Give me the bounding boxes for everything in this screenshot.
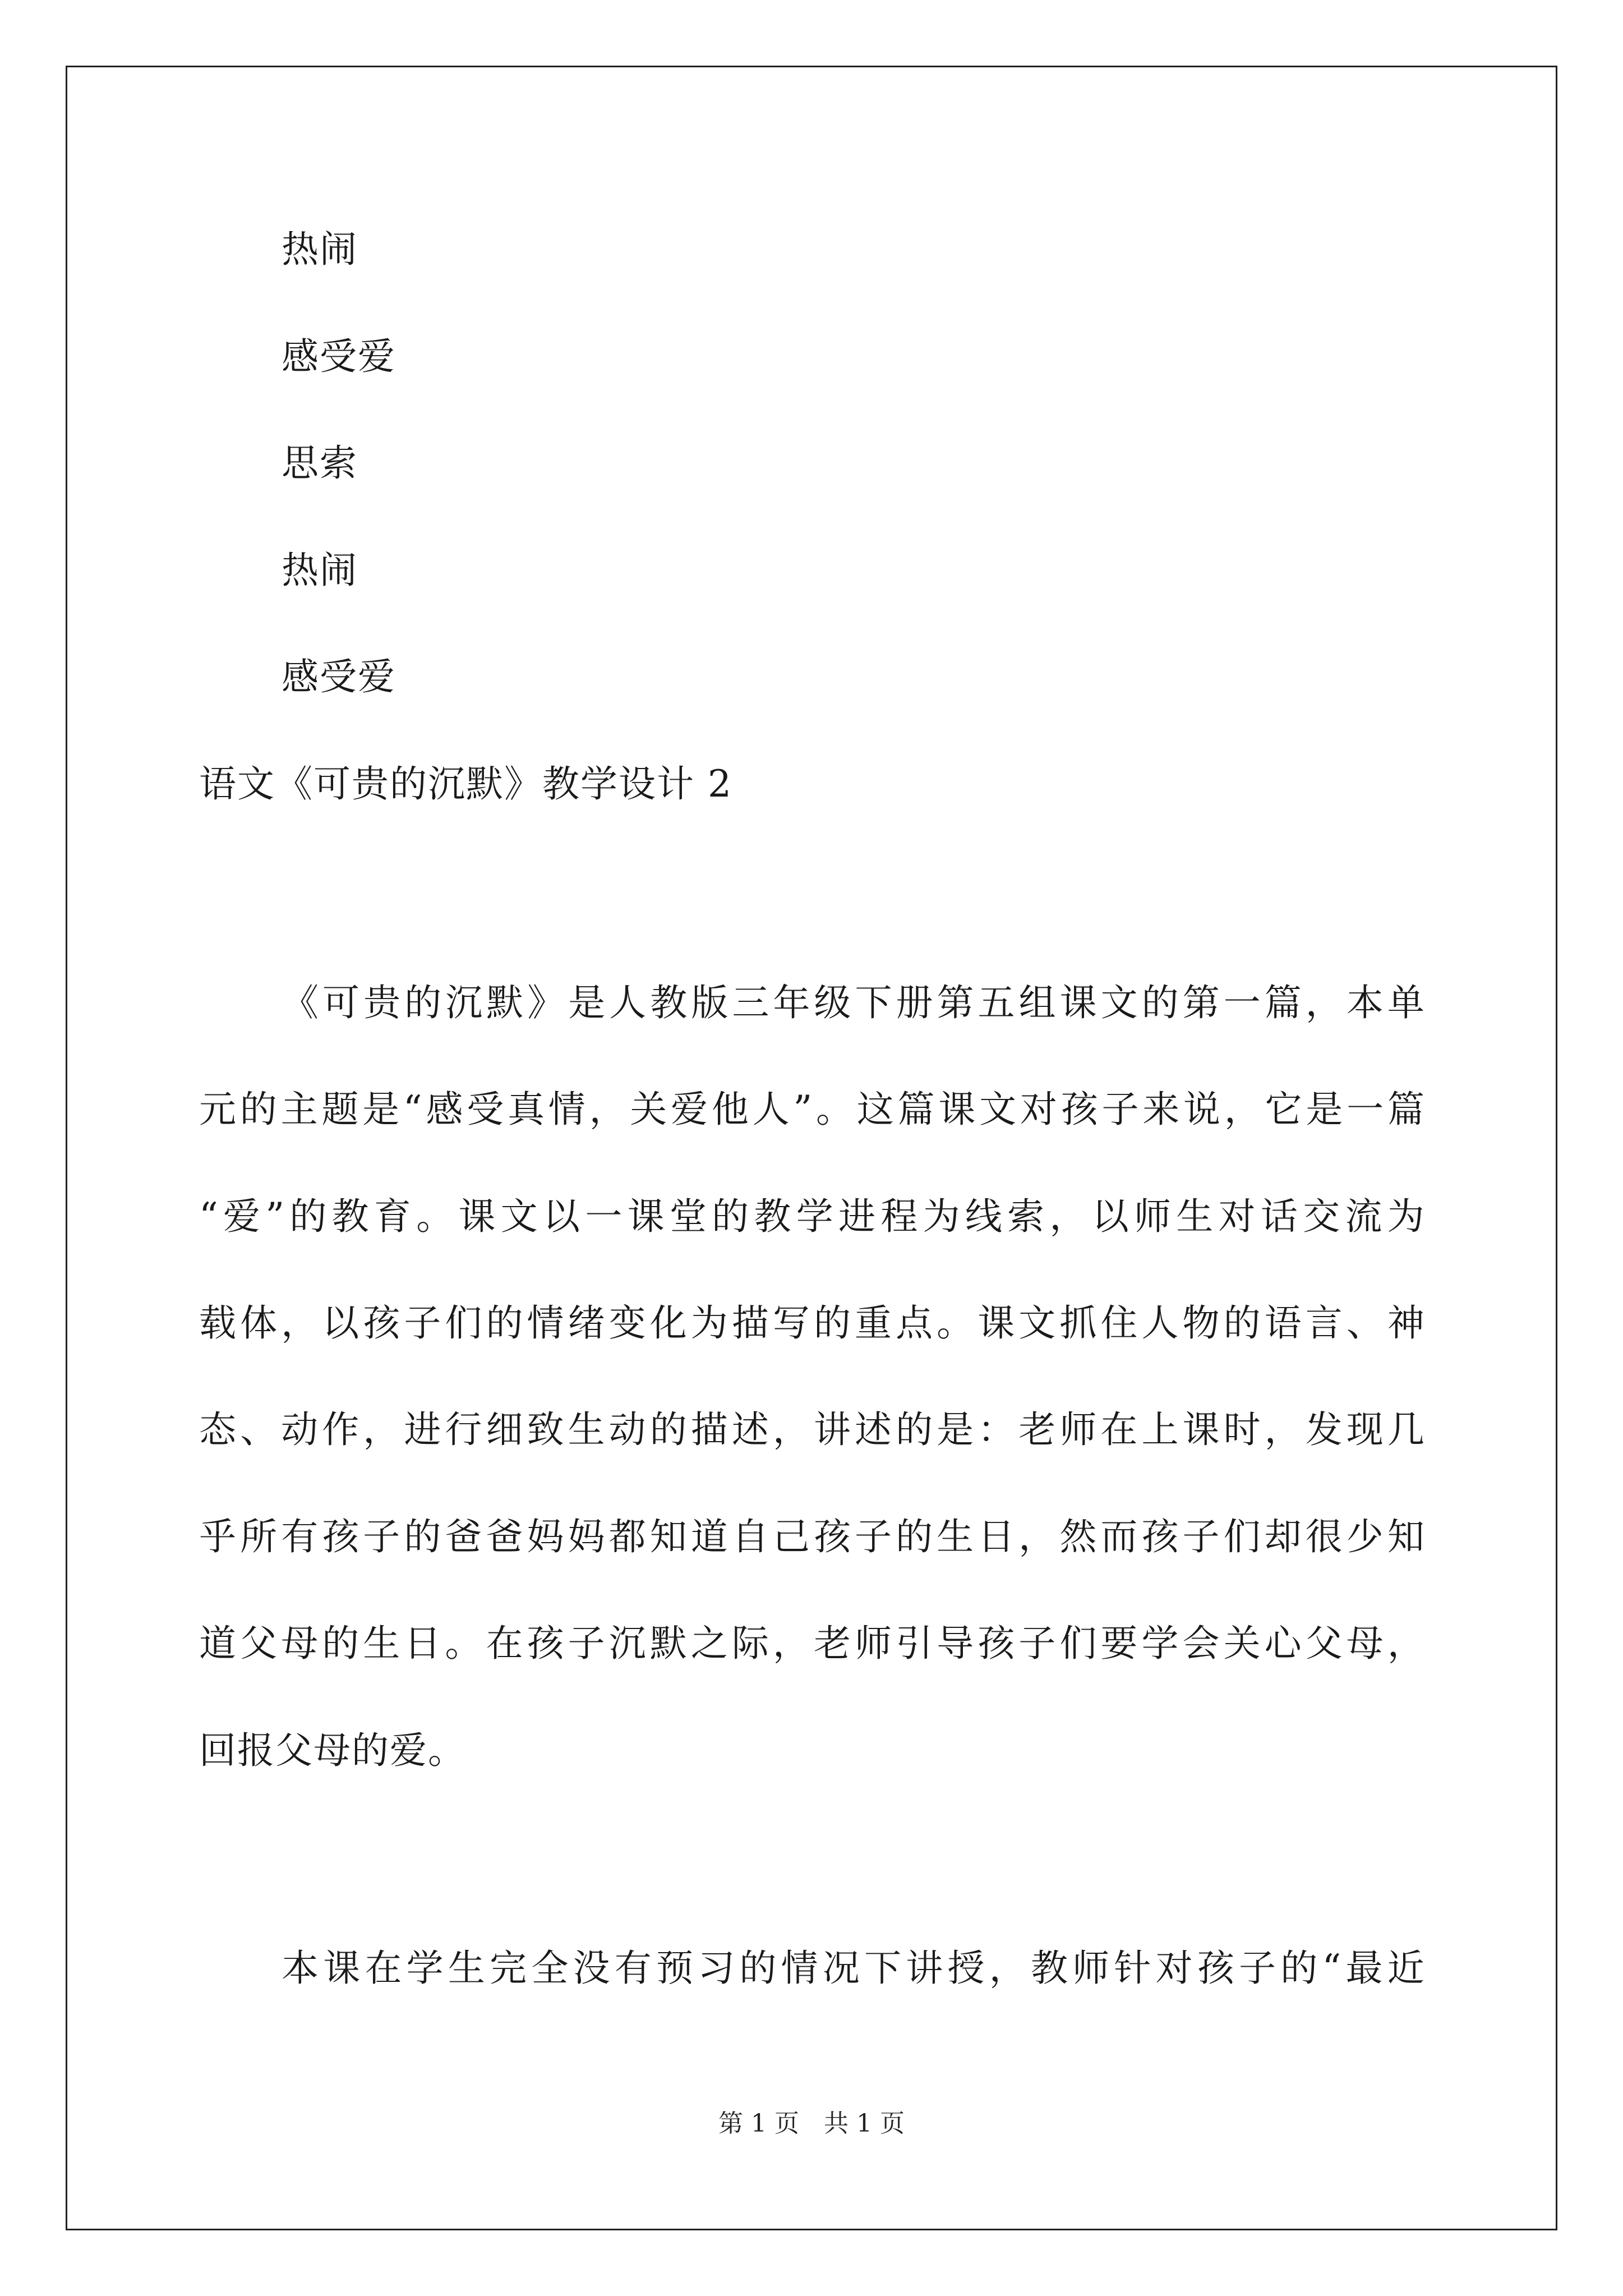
- text-char: 子: [1101, 1088, 1139, 1131]
- text-char: 的: [1141, 981, 1179, 1024]
- text-char: 、: [240, 1408, 278, 1451]
- text-char: 课: [978, 1301, 1015, 1345]
- text-char: 题: [321, 1088, 359, 1131]
- text-char: 知: [1387, 1515, 1424, 1558]
- text-char: 化: [649, 1301, 687, 1345]
- text-char: 单: [1387, 981, 1424, 1024]
- text-char: 描: [690, 1408, 728, 1451]
- text-char: 的: [404, 981, 442, 1024]
- text-char: 师: [855, 1622, 892, 1665]
- text-char: 的: [739, 1947, 777, 1990]
- paragraph-line: [282, 1946, 1424, 1991]
- text-char: 子: [363, 1515, 400, 1558]
- text-char: 行: [445, 1408, 482, 1451]
- text-char: 时: [1223, 1408, 1261, 1451]
- text-char: 篇: [897, 1088, 935, 1131]
- text-char: 线: [965, 1195, 1002, 1238]
- text-char: 的: [239, 1088, 277, 1131]
- text-char: 日: [978, 1515, 1015, 1558]
- text-char: 的: [289, 1195, 327, 1238]
- text-char: 师: [1059, 1408, 1097, 1451]
- text-char: 》: [527, 981, 565, 1024]
- text-char: 篇: [1387, 1088, 1424, 1131]
- text-char: 现: [1346, 1408, 1384, 1451]
- text-char: ，: [989, 1947, 1026, 1990]
- list-item: 思索: [282, 441, 358, 485]
- text-char: 子: [1239, 1947, 1276, 1990]
- text-char: 课: [627, 1195, 665, 1238]
- text-char: 一: [1223, 981, 1261, 1024]
- text-char: ，: [1018, 1515, 1056, 1558]
- text-char: 变: [608, 1301, 646, 1345]
- text-char: 下: [855, 981, 892, 1024]
- text-char: 师: [1133, 1195, 1171, 1238]
- text-char: 关: [630, 1088, 667, 1131]
- text-char: 三: [732, 981, 769, 1024]
- text-char: 沉: [608, 1622, 646, 1665]
- text-char: 在: [365, 1947, 402, 1990]
- text-char: 会: [1182, 1622, 1220, 1665]
- text-char: 为: [1387, 1195, 1424, 1238]
- text-char: 进: [404, 1408, 441, 1451]
- text-char: 情: [781, 1947, 818, 1990]
- text-char: 感: [426, 1088, 463, 1131]
- text-char: 人: [609, 981, 647, 1024]
- text-char: 说: [1183, 1088, 1221, 1131]
- text-char: 生: [363, 1622, 400, 1665]
- text-char: 课: [458, 1195, 496, 1238]
- text-char: 都: [608, 1515, 646, 1558]
- text-char: ，: [281, 1301, 319, 1345]
- text-char: 有: [281, 1515, 319, 1558]
- text-char: 堂: [669, 1195, 707, 1238]
- text-char: 为: [923, 1195, 960, 1238]
- text-char: 的: [404, 1515, 441, 1558]
- text-char: 孩: [527, 1622, 564, 1665]
- text-char: 沉: [445, 981, 483, 1024]
- text-char: 而: [1100, 1515, 1138, 1558]
- text-char: 动: [281, 1408, 319, 1451]
- text-char: 绪: [568, 1301, 605, 1345]
- paragraph-line: [199, 1194, 1424, 1239]
- text-char: 级: [814, 981, 851, 1024]
- text-char: 的: [896, 1408, 933, 1451]
- text-char: 的: [813, 1301, 851, 1345]
- text-char: 课: [323, 1947, 361, 1990]
- text-char: 乎: [199, 1515, 236, 1558]
- page-border: [66, 66, 1557, 2230]
- text-char: 人: [752, 1088, 790, 1131]
- text-char: 。: [816, 1088, 853, 1131]
- text-char: 教: [331, 1195, 369, 1238]
- text-char: 几: [1387, 1408, 1424, 1451]
- text-char: 课: [1059, 981, 1097, 1024]
- text-char: 的: [896, 1515, 933, 1558]
- text-char: 述: [855, 1408, 892, 1451]
- text-char: 很: [1305, 1515, 1343, 1558]
- text-char: 的: [712, 1195, 749, 1238]
- text-char: 课: [1182, 1408, 1220, 1451]
- paragraph-line: [199, 1301, 1424, 1346]
- text-char: 描: [731, 1301, 769, 1345]
- text-char: ，: [1264, 1408, 1302, 1451]
- text-char: 。: [445, 1622, 482, 1665]
- text-char: 版: [691, 981, 728, 1024]
- text-char: 是: [568, 981, 606, 1024]
- section-title: 语文《可贵的沉默》教学设计 2: [199, 762, 732, 806]
- text-char: ，: [772, 1408, 810, 1451]
- text-char: 父: [1305, 1622, 1343, 1665]
- text-char: “: [1322, 1947, 1341, 1990]
- text-char: 们: [1223, 1515, 1261, 1558]
- text-char: 第: [937, 981, 974, 1024]
- text-char: 元: [199, 1088, 236, 1131]
- text-char: 一: [1347, 1088, 1384, 1131]
- text-char: 孩: [363, 1301, 400, 1345]
- text-char: 住: [1100, 1301, 1138, 1345]
- text-char: 孩: [1141, 1515, 1179, 1558]
- text-char: 五: [978, 981, 1015, 1024]
- text-char: 们: [445, 1301, 482, 1345]
- text-char: 这: [856, 1088, 894, 1131]
- text-char: 上: [1141, 1408, 1179, 1451]
- text-char: 母: [281, 1622, 319, 1665]
- text-char: 对: [1155, 1947, 1193, 1990]
- text-char: 子: [855, 1515, 892, 1558]
- text-char: 全: [531, 1947, 569, 1990]
- text-char: 妈: [568, 1515, 605, 1558]
- text-char: 导: [937, 1622, 974, 1665]
- text-char: 受: [467, 1088, 504, 1131]
- text-char: 生: [1176, 1195, 1214, 1238]
- text-char: 物: [1182, 1301, 1220, 1345]
- text-char: 教: [650, 981, 688, 1024]
- list-item: 热闹: [282, 549, 358, 592]
- text-char: 师: [1072, 1947, 1110, 1990]
- text-char: 可: [322, 981, 360, 1024]
- text-char: 本: [282, 1947, 319, 1990]
- text-char: 索: [1007, 1195, 1045, 1238]
- text-char: 生: [568, 1408, 605, 1451]
- text-char: 载: [199, 1301, 236, 1345]
- list-item: 热闹: [282, 228, 358, 271]
- text-char: 育: [374, 1195, 411, 1238]
- text-char: 贵: [363, 981, 401, 1024]
- text-char: 是: [362, 1088, 400, 1131]
- text-char: 自: [731, 1515, 769, 1558]
- text-char: 授: [947, 1947, 985, 1990]
- text-char: 为: [690, 1301, 728, 1345]
- text-char: 子: [404, 1301, 441, 1345]
- text-char: 的: [1280, 1947, 1318, 1990]
- text-char: 学: [1141, 1622, 1179, 1665]
- text-char: 们: [1059, 1622, 1097, 1665]
- text-char: 体: [240, 1301, 278, 1345]
- text-char: 程: [880, 1195, 918, 1238]
- text-char: 老: [1018, 1408, 1056, 1451]
- text-char: 况: [822, 1947, 860, 1990]
- text-char: 一: [585, 1195, 623, 1238]
- text-char: 少: [1346, 1515, 1384, 1558]
- text-char: 际: [731, 1622, 769, 1665]
- list-item: 感受爱: [282, 335, 396, 378]
- text-char: 。: [937, 1301, 974, 1345]
- text-char: ，: [363, 1408, 400, 1451]
- text-char: “: [403, 1088, 422, 1131]
- text-char: 引: [896, 1622, 933, 1665]
- text-char: 之: [690, 1622, 728, 1665]
- text-char: 妈: [527, 1515, 564, 1558]
- text-char: ，: [1305, 981, 1343, 1024]
- text-char: 习: [698, 1947, 735, 1990]
- text-char: 孩: [978, 1622, 1015, 1665]
- text-char: 话: [1260, 1195, 1298, 1238]
- text-char: 发: [1305, 1408, 1343, 1451]
- text-char: 写: [772, 1301, 810, 1345]
- text-char: 年: [773, 981, 810, 1024]
- text-char: 动: [608, 1408, 646, 1451]
- text-char: 知: [649, 1515, 687, 1558]
- text-char: 交: [1303, 1195, 1340, 1238]
- text-char: 孩: [1061, 1088, 1098, 1131]
- text-char: ，: [1049, 1195, 1087, 1238]
- text-char: 篇: [1264, 981, 1302, 1024]
- text-char: 默: [486, 981, 524, 1024]
- paragraph-line: [199, 1087, 1424, 1132]
- paragraph-line: [199, 1621, 1424, 1666]
- text-char: 爱: [671, 1088, 708, 1131]
- text-char: 所: [240, 1515, 278, 1558]
- text-char: 的: [649, 1408, 687, 1451]
- text-char: 却: [1264, 1515, 1302, 1558]
- text-char: 册: [896, 981, 933, 1024]
- text-char: 的: [486, 1301, 523, 1345]
- text-char: 对: [1218, 1195, 1256, 1238]
- text-char: 以: [1091, 1195, 1129, 1238]
- text-char: 完: [490, 1947, 527, 1990]
- text-char: 本: [1346, 981, 1384, 1024]
- text-char: 下: [864, 1947, 902, 1990]
- text-char: ，: [1387, 1622, 1424, 1665]
- text-char: 以: [543, 1195, 580, 1238]
- text-char: 进: [838, 1195, 875, 1238]
- paragraph-line: [282, 981, 1424, 1025]
- text-char: 子: [568, 1622, 605, 1665]
- text-char: 述: [731, 1408, 769, 1451]
- list-item: 感受爱: [282, 655, 396, 698]
- text-char: ，: [772, 1622, 810, 1665]
- text-char: 主: [280, 1088, 318, 1131]
- text-char: 抓: [1059, 1301, 1097, 1345]
- text-char: 生: [448, 1947, 485, 1990]
- text-char: 心: [1264, 1622, 1302, 1665]
- text-char: 流: [1345, 1195, 1382, 1238]
- text-char: 道: [690, 1515, 728, 1558]
- text-char: 爱: [223, 1195, 261, 1238]
- text-char: 要: [1100, 1622, 1138, 1665]
- text-char: ”: [793, 1088, 813, 1131]
- text-char: 默: [649, 1622, 687, 1665]
- page-number-footer: 第 1 页 共 1 页: [718, 2109, 905, 2138]
- text-char: 父: [240, 1622, 278, 1665]
- text-char: 在: [1100, 1408, 1138, 1451]
- text-char: 然: [1059, 1515, 1097, 1558]
- text-char: 以: [322, 1301, 359, 1345]
- text-char: 重: [855, 1301, 892, 1345]
- paragraph-line: [199, 1407, 1424, 1452]
- text-char: 生: [937, 1515, 974, 1558]
- text-char: ，: [1224, 1088, 1261, 1131]
- text-char: 孩: [1197, 1947, 1234, 1990]
- text-char: 爸: [486, 1515, 523, 1558]
- text-char: 近: [1387, 1947, 1424, 1990]
- text-char: 学: [796, 1195, 833, 1238]
- text-char: 文: [500, 1195, 538, 1238]
- text-char: 作: [322, 1408, 359, 1451]
- text-char: 预: [656, 1947, 693, 1990]
- text-char: 言: [1305, 1301, 1343, 1345]
- text-char: ，: [589, 1088, 626, 1131]
- text-char: 是: [937, 1408, 974, 1451]
- text-char: 己: [772, 1515, 810, 1558]
- text-char: 在: [486, 1622, 523, 1665]
- text-char: 细: [486, 1408, 523, 1451]
- text-char: 文: [979, 1088, 1017, 1131]
- text-char: 的: [322, 1622, 359, 1665]
- text-char: 老: [813, 1622, 851, 1665]
- text-char: 真: [508, 1088, 545, 1131]
- text-char: “: [199, 1195, 218, 1238]
- text-char: 的: [1223, 1301, 1261, 1345]
- text-char: 组: [1018, 981, 1056, 1024]
- text-char: 孩: [813, 1515, 851, 1558]
- text-char: 情: [548, 1088, 585, 1131]
- text-char: 第: [1182, 981, 1220, 1024]
- text-char: 他: [711, 1088, 749, 1131]
- paragraph-line: [199, 1515, 1424, 1559]
- text-char: ”: [265, 1195, 285, 1238]
- text-char: 来: [1142, 1088, 1180, 1131]
- text-char: 教: [1030, 1947, 1068, 1990]
- text-char: 教: [754, 1195, 791, 1238]
- text-char: 孩: [322, 1515, 359, 1558]
- text-char: 爸: [445, 1515, 482, 1558]
- text-char: 讲: [813, 1408, 851, 1451]
- text-char: 文: [1100, 981, 1138, 1024]
- text-char: 针: [1114, 1947, 1151, 1990]
- text-char: 态: [199, 1408, 236, 1451]
- text-char: 子: [1018, 1622, 1056, 1665]
- text-char: 是: [1306, 1088, 1343, 1131]
- text-char: 神: [1387, 1301, 1424, 1345]
- text-char: 有: [614, 1947, 652, 1990]
- text-char: 它: [1265, 1088, 1302, 1131]
- text-char: 、: [1346, 1301, 1384, 1345]
- text-char: 语: [1264, 1301, 1302, 1345]
- text-char: 日: [404, 1622, 441, 1665]
- text-char: 没: [573, 1947, 610, 1990]
- text-char: ：: [978, 1408, 1015, 1451]
- text-char: 致: [527, 1408, 564, 1451]
- text-char: 子: [1182, 1515, 1220, 1558]
- text-char: 关: [1223, 1622, 1261, 1665]
- text-char: 最: [1345, 1947, 1383, 1990]
- text-char: 《: [282, 981, 319, 1024]
- text-char: 情: [527, 1301, 564, 1345]
- text-char: 文: [1018, 1301, 1056, 1345]
- text-char: 母: [1346, 1622, 1384, 1665]
- text-char: 课: [938, 1088, 976, 1131]
- text-char: 学: [406, 1947, 444, 1990]
- text-char: 对: [1020, 1088, 1057, 1131]
- text-char: 点: [896, 1301, 933, 1345]
- text-char: 人: [1141, 1301, 1179, 1345]
- text-char: 。: [416, 1195, 454, 1238]
- text-char: 道: [199, 1622, 236, 1665]
- text-char: 讲: [906, 1947, 943, 1990]
- paragraph-line: 回报父母的爱。: [199, 1729, 466, 1772]
